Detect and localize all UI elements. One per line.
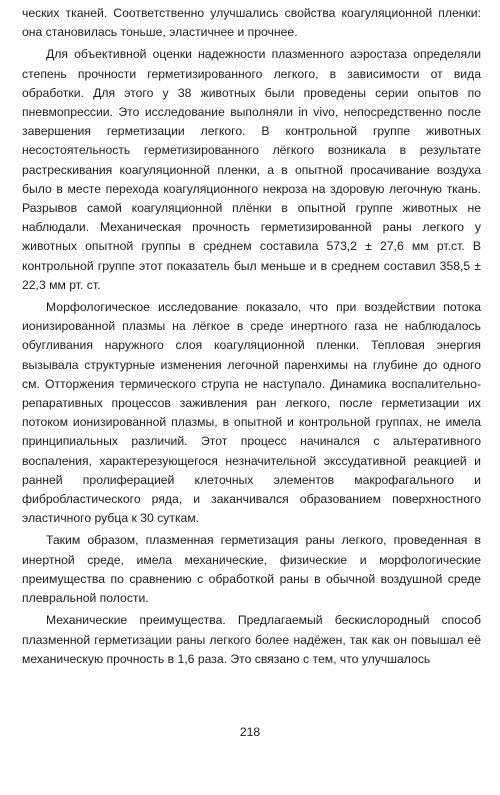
paragraph-morphology: Морфологическое исследование показало, что при воздействии потока ионизированной плазмы на лёгкое в среде инертного газа не наблюдалось обугливания наружного слоя коагуляционной пленки. Тепловая энергия вызывала структурные изменения легочной паренхимы на глубине до одного см. Отторжения термического струпа не наступало. Динамика воспалительно-репаративных процессов заживления ран легкого, после герметизации их потоком ионизированной плазмы, в опытной и контрольной группах, не имела принципиальных различий. Этот процесс начинался с альтеративного воспаления, характерезующегося незначительной экссудативной реакцией и ранней пролиферацией клеточных элементов макрофагального и фибробластического ряда, и заканчивался образованием поверхностного эластичного рубца к 30 суткам. [22,300,481,526]
paragraph-continuation: ческих тканей. Соответственно улучшались свойства коагуляционной пленки: она становилась тоньше, эластичнее и прочнее. [22,6,481,40]
paragraph-strength-assessment: Для объективной оценки надежности плазменного аэростаза определяли степень прочности герметизированного легкого, в зависимости от вида обработки. Для этого у 38 животных были проведены серии опытов по пневмопрессии. Это исследование выполняли in vivo, непосредственно после завершения герметизации легкого. В контрольной группе животных несостоятельность герметизированного лёгкого возникала в результате растрескивания коагуляционной пленки, а в опытной просачивание воздуха было в месте перехода коагуляционного некроза на здоровую легочную ткань. Разрывов самой коагуляционной плёнки в опытной группе животных не наблюдали. Механическая прочность герметизированной раны легкого у животных опытной группы в среднем составила 573,2 ± 27,6 мм рт.ст. В контрольной группе этот показатель был меньше и в среднем составил 358,5 ± 22,3 мм рт. ст. [22,47,481,292]
page-number: 218 [239,725,261,739]
paragraph-conclusion: Таким образом, плазменная герметизация раны легкого, проведенная в инертной среде, имела механические, физические и морфологические преимущества по сравнению с обработкой раны в обычной воздушной среде плевральной полости. [22,533,481,606]
paragraph-mechanical-advantages: Механические преимущества. Предлагаемый бескислородный способ плазменной герметизации раны легкого более надёжен, так как он повышал её механическую прочность в 1,6 раза. Это связано с тем, что улучшалось [22,613,481,666]
